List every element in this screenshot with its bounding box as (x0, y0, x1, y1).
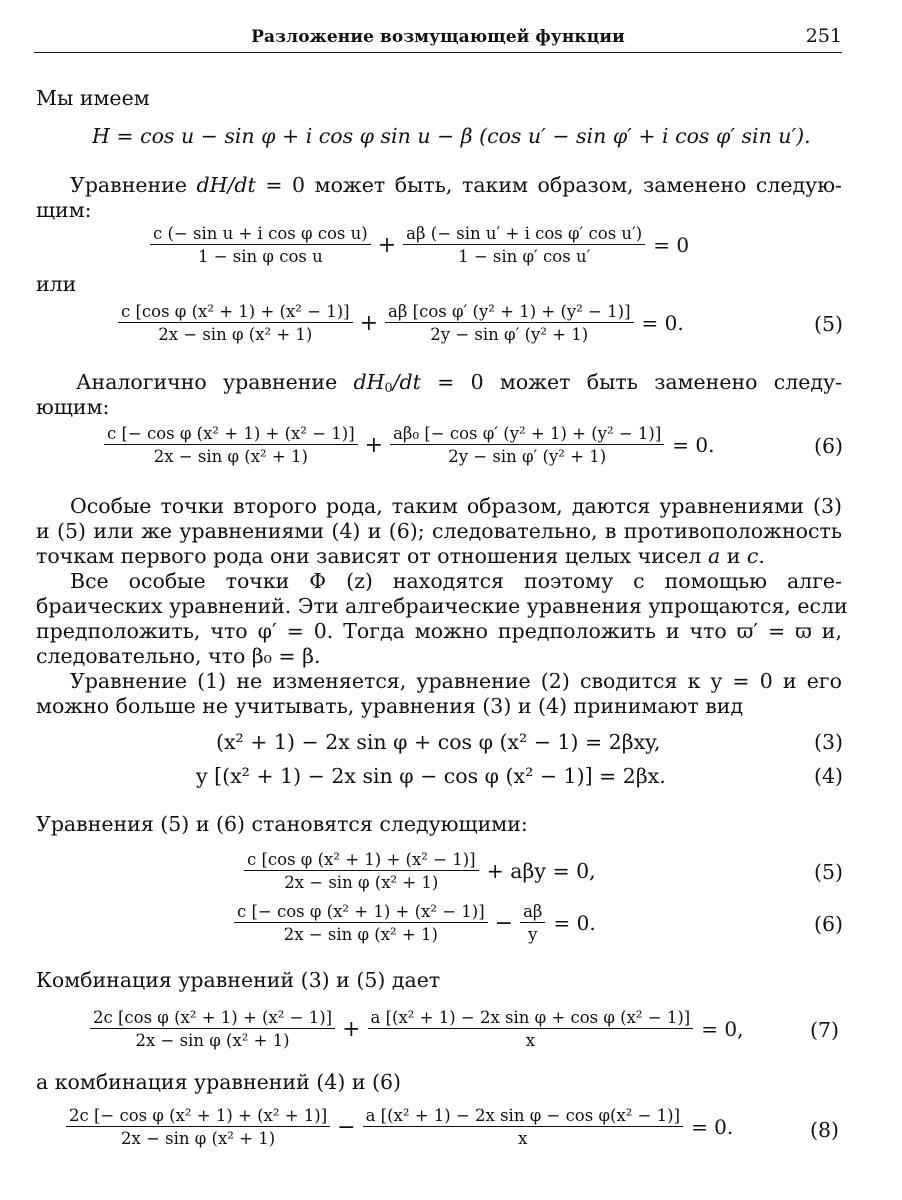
equation-7: $\frac{\text{2c [cos φ (x² + 1) + (x² − 1)]}}{\text{2x − sin φ (x² + 1)}}$ + $\frac{\text{a [(x² + 1) − 2x sin φ + cos φ (x² − 1)]}}{x}$ = 0, (90, 1008, 743, 1050)
page-number: 251 (805, 25, 842, 47)
equation-1: $\frac{\text{c (− sin u + i cos φ cos u)}}{\text{1 − sin φ cos u}}$ + $\frac{\text{aβ (− sin u′ + i cos φ′ cos u′)}}{\text{1 − sin φ′ cos u′}}$ = 0 (150, 224, 689, 266)
paragraph-line: Уравнение (1) не изменяется, уравнение (2) сводится к y = 0 и его (70, 669, 842, 693)
equation-number: (5) (814, 312, 844, 336)
equation-6-first: $\frac{\text{c [− cos φ (x² + 1) + (x² − 1)]}}{\text{2x − sin φ (x² + 1)}}$ + $\frac{\text{aβ₀ [− cos φ′ (y² + 1) + (y² − 1)]}}{\text{2y − sin φ′ (y² + 1)}}$ = 0. (104, 424, 714, 466)
equation-number: (5) (814, 860, 844, 884)
equation-3: (x² + 1) − 2x sin φ + cos φ (x² − 1) = 2βxy, (216, 730, 661, 754)
paragraph-line: следовательно, что β₀ = β. (36, 644, 321, 668)
text-line: щим: (36, 198, 92, 222)
paragraph-line: можно больше не учитывать, уравнения (3) и (4) принимают вид (36, 694, 744, 718)
equation-5-second: $\frac{\text{c [cos φ (x² + 1) + (x² − 1)]}}{\text{2x − sin φ (x² + 1)}}$ + aβy = 0, (244, 850, 596, 892)
fraction: $\frac{\text{aβ (− sin u′ + i cos φ′ cos u′)}}{\text{1 − sin φ′ cos u′}}$ (403, 224, 645, 266)
equation-8: $\frac{\text{2c [− cos φ (x² + 1) + (x² + 1)]}}{\text{2x − sin φ (x² + 1)}}$ − $\frac{\text{a [(x² + 1) − 2x sin φ − cos φ(x² − 1)]}}{x}$ = 0. (66, 1106, 733, 1148)
paragraph-line: точкам первого рода они зависят от отношения целых чисел a и c. (36, 544, 765, 568)
text-line: ющим: (36, 395, 110, 419)
fraction: $\frac{\text{c [− cos φ (x² + 1) + (x² − 1)]}}{\text{2x − sin φ (x² + 1)}}$ (234, 902, 488, 944)
text-line: Аналогично уравнение $dH_0/dt = 0$ может быть заменено следу- (76, 370, 842, 396)
equation-number: (3) (814, 730, 844, 754)
fraction: $\frac{\text{c [cos φ (x² + 1) + (x² − 1)]}}{\text{2x − sin φ (x² + 1)}}$ (244, 850, 479, 892)
fraction: $\frac{a\beta}{y}$ (520, 902, 545, 944)
text-line: а комбинация уравнений (4) и (6) (36, 1070, 402, 1094)
running-title: Разложение возмущающей функции (251, 27, 625, 47)
fraction: $\frac{\text{c (− sin u + i cos φ cos u)}}{\text{1 − sin φ cos u}}$ (150, 224, 371, 266)
equation-6-second: $\frac{\text{c [− cos φ (x² + 1) + (x² − 1)]}}{\text{2x − sin φ (x² + 1)}}$ − $\frac{a\beta}{y}$ = 0. (234, 902, 596, 944)
text-line: Уравнения (5) и (6) становятся следующими: (36, 812, 528, 836)
equation-number: (6) (814, 912, 844, 936)
equation-h: H = cos u − sin φ + i cos φ sin u − β (cos u′ − sin φ′ + i cos φ′ sin u′). (92, 124, 811, 148)
text-line: Комбинация уравнений (3) и (5) дает (36, 968, 441, 992)
fraction: $\frac{\text{aβ₀ [− cos φ′ (y² + 1) + (y² − 1)]}}{\text{2y − sin φ′ (y² + 1)}}$ (390, 424, 664, 466)
fraction: $\frac{\text{a [(x² + 1) − 2x sin φ + cos φ (x² − 1)]}}{x}$ (368, 1008, 694, 1050)
paragraph-line: и (5) или же уравнениями (4) и (6); следовательно, в противоположность (36, 519, 842, 543)
fraction: $\frac{\text{c [− cos φ (x² + 1) + (x² − 1)]}}{\text{2x − sin φ (x² + 1)}}$ (104, 424, 358, 466)
paragraph-line: Все особые точки Φ (z) находятся поэтому с помощью алге- (70, 569, 842, 593)
text-line: Уравнение dH/dt = 0 может быть, таким образом, заменено следую- (70, 173, 842, 197)
fraction: $\frac{\text{aβ [cos φ′ (y² + 1) + (y² − 1)]}}{\text{2y − sin φ′ (y² + 1)}}$ (385, 302, 634, 344)
paragraph-line: предположить, что φ′ = 0. Тогда можно предположить и что ϖ′ = ϖ и, (36, 619, 842, 643)
text-line: Мы имеем (36, 86, 150, 110)
fraction: $\frac{\text{2c [− cos φ (x² + 1) + (x² + 1)]}}{\text{2x − sin φ (x² + 1)}}$ (66, 1106, 330, 1148)
equation-number: (8) (810, 1118, 840, 1142)
equation-4: y [(x² + 1) − 2x sin φ − cos φ (x² − 1)] = 2βx. (196, 764, 666, 788)
equation-5-first: $\frac{\text{c [cos φ (x² + 1) + (x² − 1)]}}{\text{2x − sin φ (x² + 1)}}$ + $\frac{\text{aβ [cos φ′ (y² + 1) + (y² − 1)]}}{\text{2y − sin φ′ (y² + 1)}}$ = 0. (118, 302, 684, 344)
equation-number: (7) (810, 1018, 840, 1042)
page-header (34, 22, 842, 53)
equation-number: (6) (814, 434, 844, 458)
paragraph-line: браических уравнений. Эти алгебраические уравнения упрощаются, если (36, 594, 848, 618)
fraction: $\frac{\text{2c [cos φ (x² + 1) + (x² − 1)]}}{\text{2x − sin φ (x² + 1)}}$ (90, 1008, 335, 1050)
text-line: или (36, 272, 77, 296)
fraction: $\frac{\text{c [cos φ (x² + 1) + (x² − 1)]}}{\text{2x − sin φ (x² + 1)}}$ (118, 302, 353, 344)
equation-number: (4) (814, 764, 844, 788)
paragraph-line: Особые точки второго рода, таким образом, даются уравнениями (3) (70, 494, 842, 518)
fraction: $\frac{\text{a [(x² + 1) − 2x sin φ − cos φ(x² − 1)]}}{x}$ (363, 1106, 683, 1148)
